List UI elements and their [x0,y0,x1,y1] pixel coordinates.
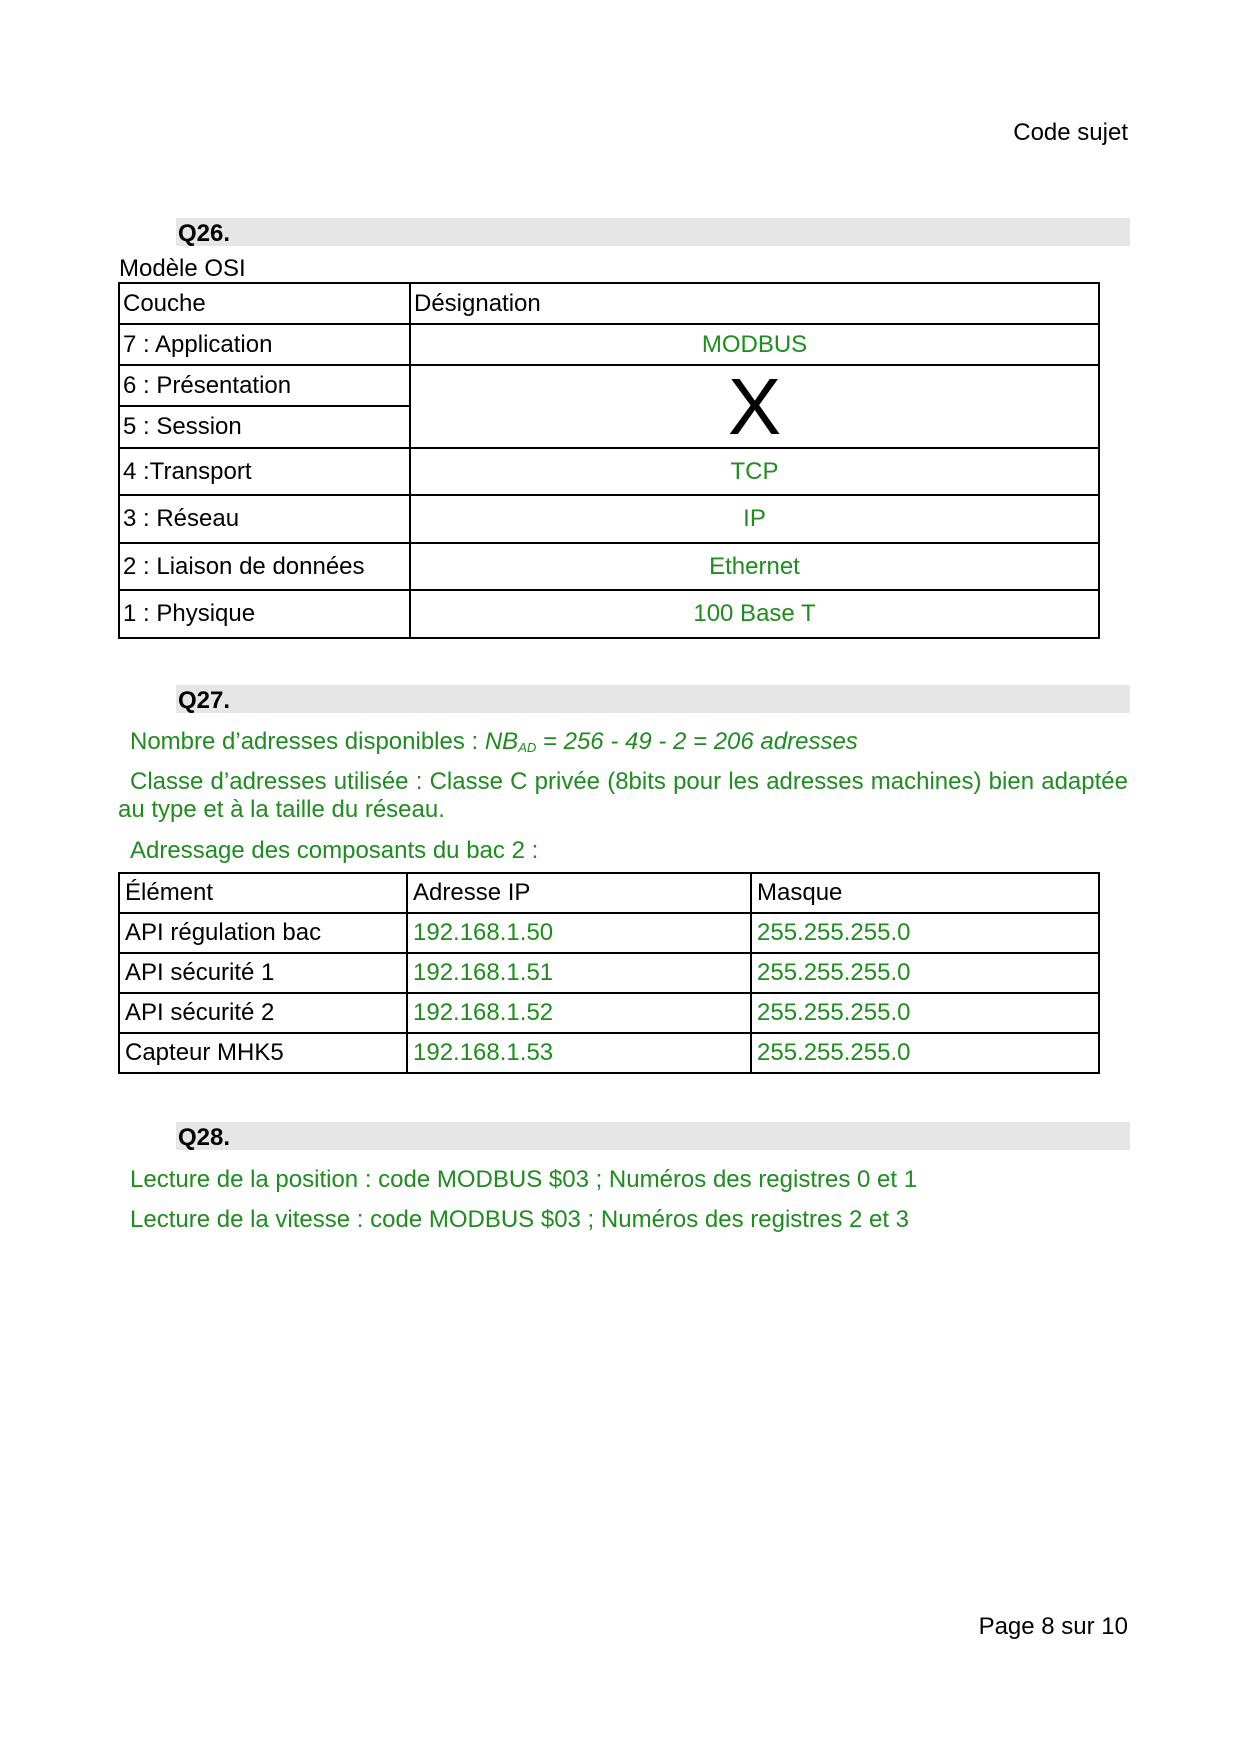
nb-var: NB [484,728,519,755]
address-row [119,913,1099,953]
osi-table [118,282,1100,639]
nb-formula: = 256 - 49 - 2 = 206 adresses [536,728,858,755]
osi-couche: 5 : Session [119,406,410,448]
classe-adresses-paragraph: Classe d’adresses utilisée : Classe C privée (8bits pour les adresses machines) bien adaptée au type et à la taille du réseau. [118,768,1128,823]
code-sujet-label: Code sujet [1013,119,1128,146]
address-table [118,872,1100,1074]
cell-element: Capteur MHK5 [119,1033,407,1073]
address-row [119,953,1099,993]
osi-header-row [119,283,1099,324]
cell-masque: 255.255.255.0 [751,953,1099,993]
osi-header-designation: Désignation [410,283,1099,324]
osi-row [119,543,1099,590]
cell-ip: 192.168.1.53 [407,1033,751,1073]
cell-masque: 255.255.255.0 [751,913,1099,953]
osi-row [119,448,1099,495]
osi-designation: MODBUS [410,324,1099,365]
osi-row [119,365,1099,406]
q27-heading-bar [176,685,1130,713]
q27-title: Q27. [178,687,231,714]
q28-heading-bar [176,1122,1130,1150]
cell-element: API sécurité 1 [119,953,407,993]
header-masque: Masque [751,873,1099,913]
page-number: Page 8 sur 10 [978,1613,1128,1640]
nb-adresses-line [118,728,1128,762]
header-ip: Adresse IP [407,873,751,913]
osi-row [119,495,1099,543]
cell-ip: 192.168.1.50 [407,913,751,953]
osi-couche: 4 :Transport [119,448,410,495]
cell-masque: 255.255.255.0 [751,993,1099,1033]
q28-line-position: Lecture de la position : code MODBUS $03 ; Numéros des registres 0 et 1 [130,1166,918,1193]
cell-element: API régulation bac [119,913,407,953]
cell-ip: 192.168.1.51 [407,953,751,993]
nb-adresses-label: Nombre d’adresses disponibles : [130,728,485,755]
q28-title: Q28. [178,1124,231,1151]
cell-element: API sécurité 2 [119,993,407,1033]
q26-title: Q26. [178,220,231,247]
cell-masque: 255.255.255.0 [751,1033,1099,1073]
q26-heading-bar [176,218,1130,246]
adressage-label: Adressage des composants du bac 2 : [130,837,539,864]
osi-designation-x: X [410,365,1099,448]
osi-couche: 1 : Physique [119,590,410,638]
osi-couche: 7 : Application [119,324,410,365]
osi-designation: Ethernet [410,543,1099,590]
osi-row [119,324,1099,365]
address-row [119,993,1099,1033]
osi-header-couche: Couche [119,283,410,324]
osi-couche: 2 : Liaison de données [119,543,410,590]
osi-caption: Modèle OSI [119,255,246,282]
q28-line-vitesse: Lecture de la vitesse : code MODBUS $03 ; Numéros des registres 2 et 3 [130,1206,910,1233]
header-element: Élément [119,873,407,913]
osi-designation: IP [410,495,1099,543]
nb-subscript: AD [518,740,537,755]
osi-couche: 6 : Présentation [119,365,410,406]
address-header-row [119,873,1099,913]
address-row [119,1033,1099,1073]
osi-designation: TCP [410,448,1099,495]
osi-row [119,590,1099,638]
osi-couche: 3 : Réseau [119,495,410,543]
osi-designation: 100 Base T [410,590,1099,638]
cell-ip: 192.168.1.52 [407,993,751,1033]
